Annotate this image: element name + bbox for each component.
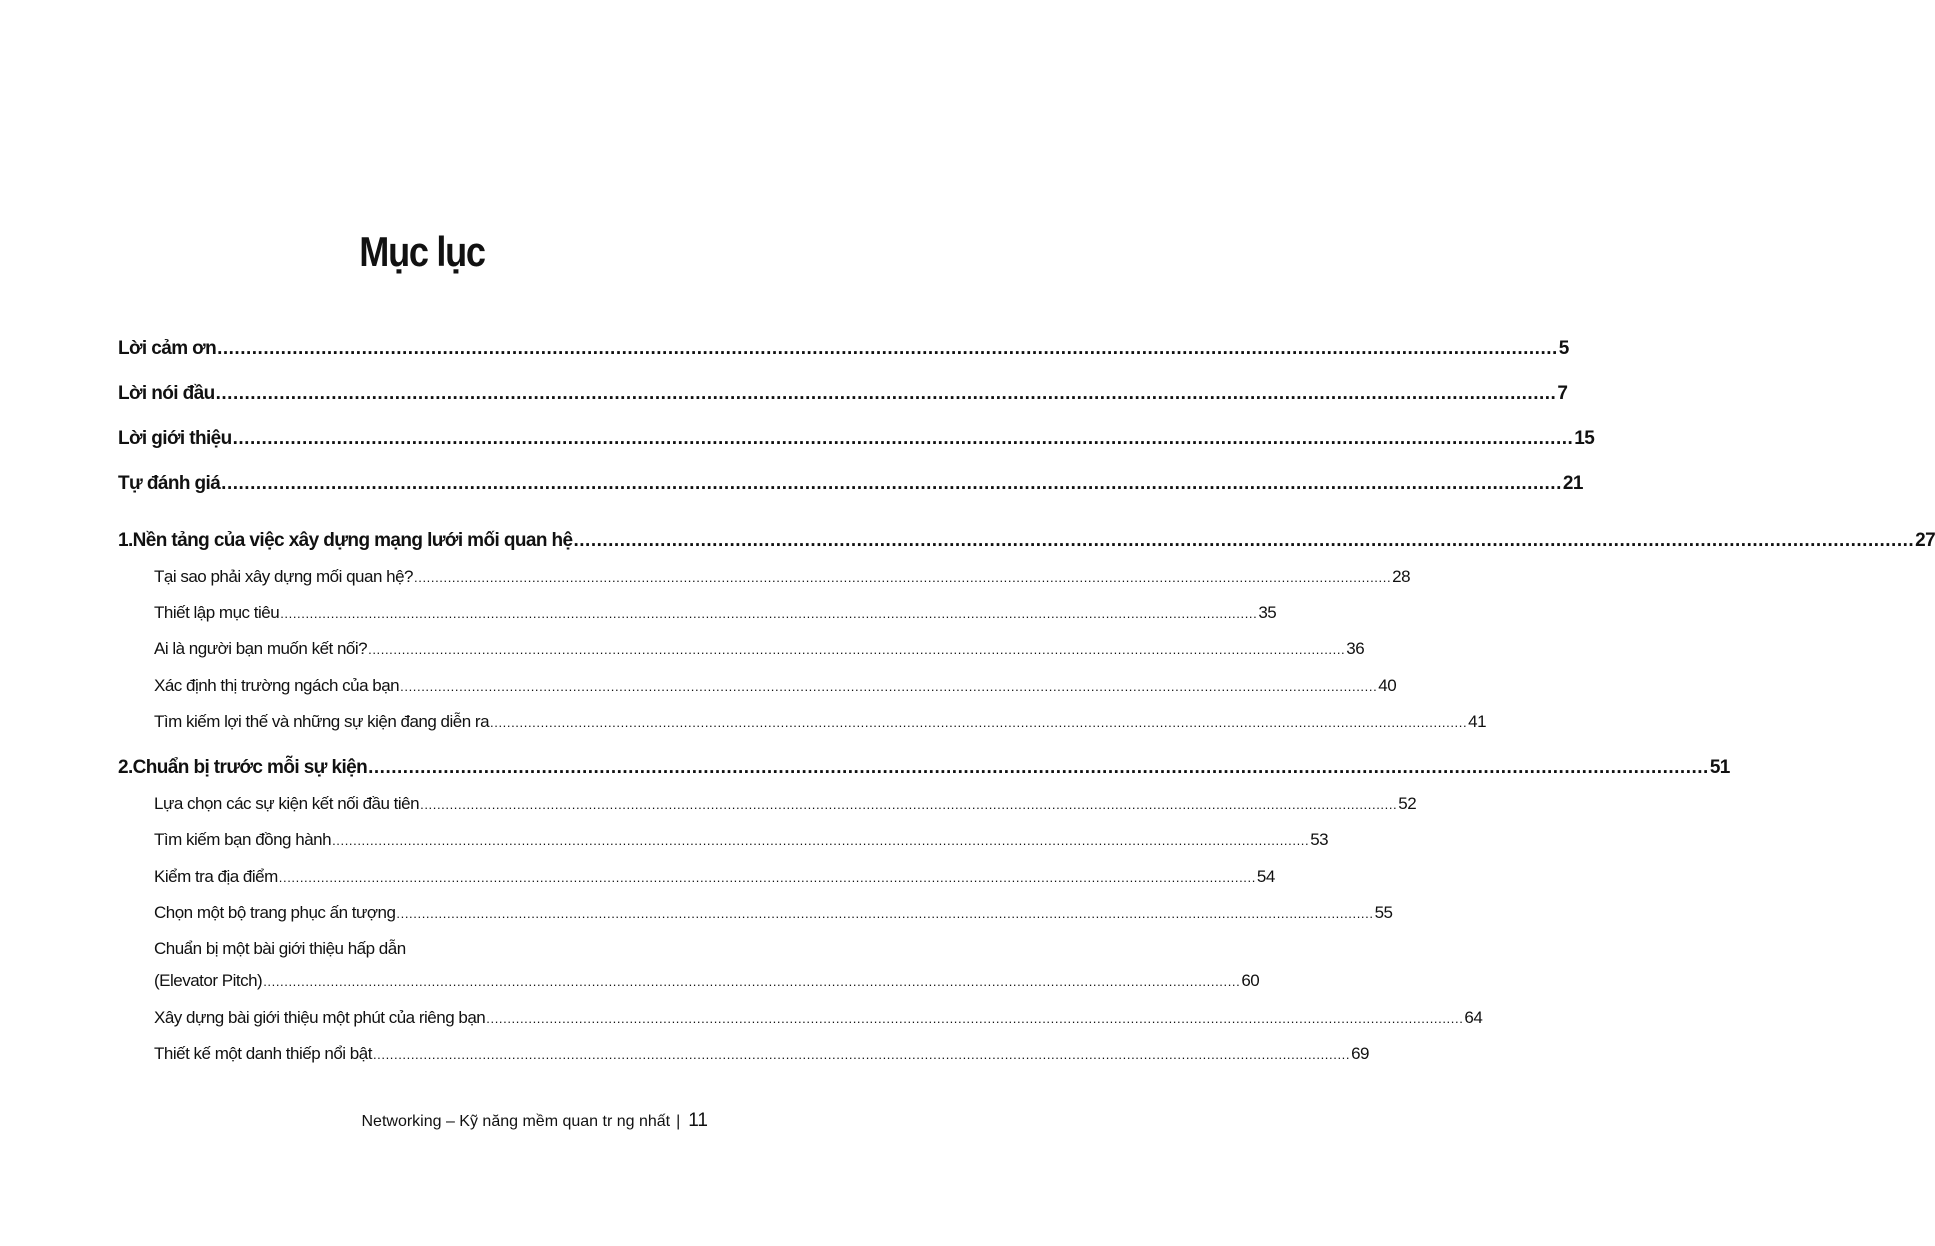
toc-section[interactable] [154, 971, 1260, 991]
toc-leader-dots [216, 383, 1557, 405]
toc-page-number: 64 [1464, 1008, 1483, 1027]
footer-separator: | [676, 1113, 681, 1130]
toc-page-number: 60 [1241, 971, 1260, 990]
toc-entry-label: Tự đánh giá [118, 473, 221, 494]
toc-section[interactable] [154, 1008, 1483, 1028]
toc-page-number: 35 [1258, 603, 1277, 622]
toc-leader-dots [373, 1044, 1350, 1064]
toc-leader-dots [217, 338, 1558, 360]
toc-leader-dots [280, 603, 1257, 623]
toc-leader-dots [573, 530, 1914, 552]
toc-leader-dots [279, 867, 1256, 887]
toc-page-number: 55 [1374, 903, 1393, 922]
toc-entry-label: Lời giới thiệu [118, 428, 232, 449]
toc-leader-dots [233, 428, 1574, 450]
chapter-number: 1. [118, 530, 133, 551]
toc-section[interactable] [154, 676, 1397, 696]
toc-section-label-line1: Chuẩn bị một bài giới thiệu hấp dẫn [154, 939, 406, 958]
running-footer [361, 1110, 708, 1132]
toc-entry-label: Lời nói đầu [118, 383, 215, 404]
toc-entry-label: Kiểm tra địa điểm [154, 867, 278, 886]
toc-entry-label: Thiết kế một danh thiếp nổi bật [154, 1044, 372, 1063]
toc-leader-dots [486, 1008, 1463, 1028]
toc-entry-label: Thiết lập mục tiêu [154, 603, 280, 622]
toc-leader-dots [263, 971, 1240, 991]
toc-leader-dots [368, 639, 1345, 659]
toc-entry-introduction[interactable] [118, 428, 1595, 450]
toc-entry-label: Tìm kiếm lợi thế và những sự kiện đang diễn ra [154, 712, 490, 731]
toc-chapter-2[interactable] [118, 757, 1730, 779]
toc-section[interactable] [154, 830, 1329, 850]
toc-page-number: 21 [1562, 473, 1583, 494]
toc-leader-dots [396, 903, 1373, 923]
footer-page-number: 11 [688, 1110, 708, 1131]
toc-page-number: 28 [1392, 567, 1411, 586]
toc-leader-dots [332, 830, 1309, 850]
toc-leader-dots [420, 794, 1397, 814]
toc-leader-dots [221, 473, 1562, 495]
toc-leader-dots [490, 712, 1467, 732]
toc-page-number: 40 [1378, 676, 1397, 695]
toc-chapter-1[interactable] [118, 530, 1935, 552]
toc-page-number: 5 [1558, 338, 1569, 359]
footer-book-title: Networking – Kỹ năng mềm quan tr ng nhất [361, 1113, 671, 1130]
toc-leader-dots [414, 567, 1391, 587]
toc-entry-label: Lời cảm ơn [118, 338, 217, 359]
toc-entry-self-assessment[interactable] [118, 473, 1583, 495]
toc-entry-foreword[interactable] [118, 383, 1568, 405]
toc-page-number: 69 [1351, 1044, 1369, 1063]
toc-entry-label: Chuẩn bị trước mỗi sự kiện [132, 757, 368, 778]
toc-page-number: 15 [1574, 428, 1595, 449]
toc-entry-label: Tìm kiếm bạn đồng hành [154, 830, 332, 849]
toc-section[interactable] [154, 867, 1275, 887]
toc-page-number: 51 [1709, 757, 1730, 778]
toc-page-number: 7 [1557, 383, 1568, 404]
toc-section[interactable] [154, 639, 1365, 659]
toc-entry-label: Tại sao phải xây dựng mối quan hệ? [154, 567, 414, 586]
toc-entry-label: (Elevator Pitch) [154, 971, 263, 990]
toc-section[interactable] [154, 567, 1411, 587]
toc-leader-dots [400, 676, 1377, 696]
toc-section[interactable] [154, 712, 1487, 732]
toc-section[interactable] [154, 903, 1393, 923]
toc-entry-label: Xác định thị trường ngách của bạn [154, 676, 400, 695]
toc-section[interactable] [154, 603, 1277, 623]
toc-section[interactable] [154, 1044, 1369, 1064]
toc-page-number: 54 [1256, 867, 1275, 886]
toc-entry-label: Chọn một bộ trang phục ấn tượng [154, 903, 396, 922]
toc-leader-dots [368, 757, 1709, 779]
toc-entry-label: Lựa chọn các sự kiện kết nối đầu tiên [154, 794, 420, 813]
toc-page-number: 53 [1310, 830, 1329, 849]
toc-section[interactable] [154, 794, 1417, 814]
toc-page-number: 52 [1398, 794, 1417, 813]
chapter-number: 2. [118, 757, 133, 778]
toc-page-number: 36 [1346, 639, 1365, 658]
toc-entry-label: Ai là người bạn muốn kết nối? [154, 639, 368, 658]
toc-entry-acknowledgements[interactable] [118, 338, 1569, 360]
toc-page-number: 27 [1915, 530, 1935, 551]
toc-entry-label: Nền tảng của việc xây dựng mạng lưới mối quan hệ [132, 530, 573, 551]
toc-entry-label: Xây dựng bài giới thiệu một phút của riêng bạn [154, 1008, 486, 1027]
page-title: Mục lục [359, 228, 485, 275]
toc-page-number: 41 [1468, 712, 1487, 731]
